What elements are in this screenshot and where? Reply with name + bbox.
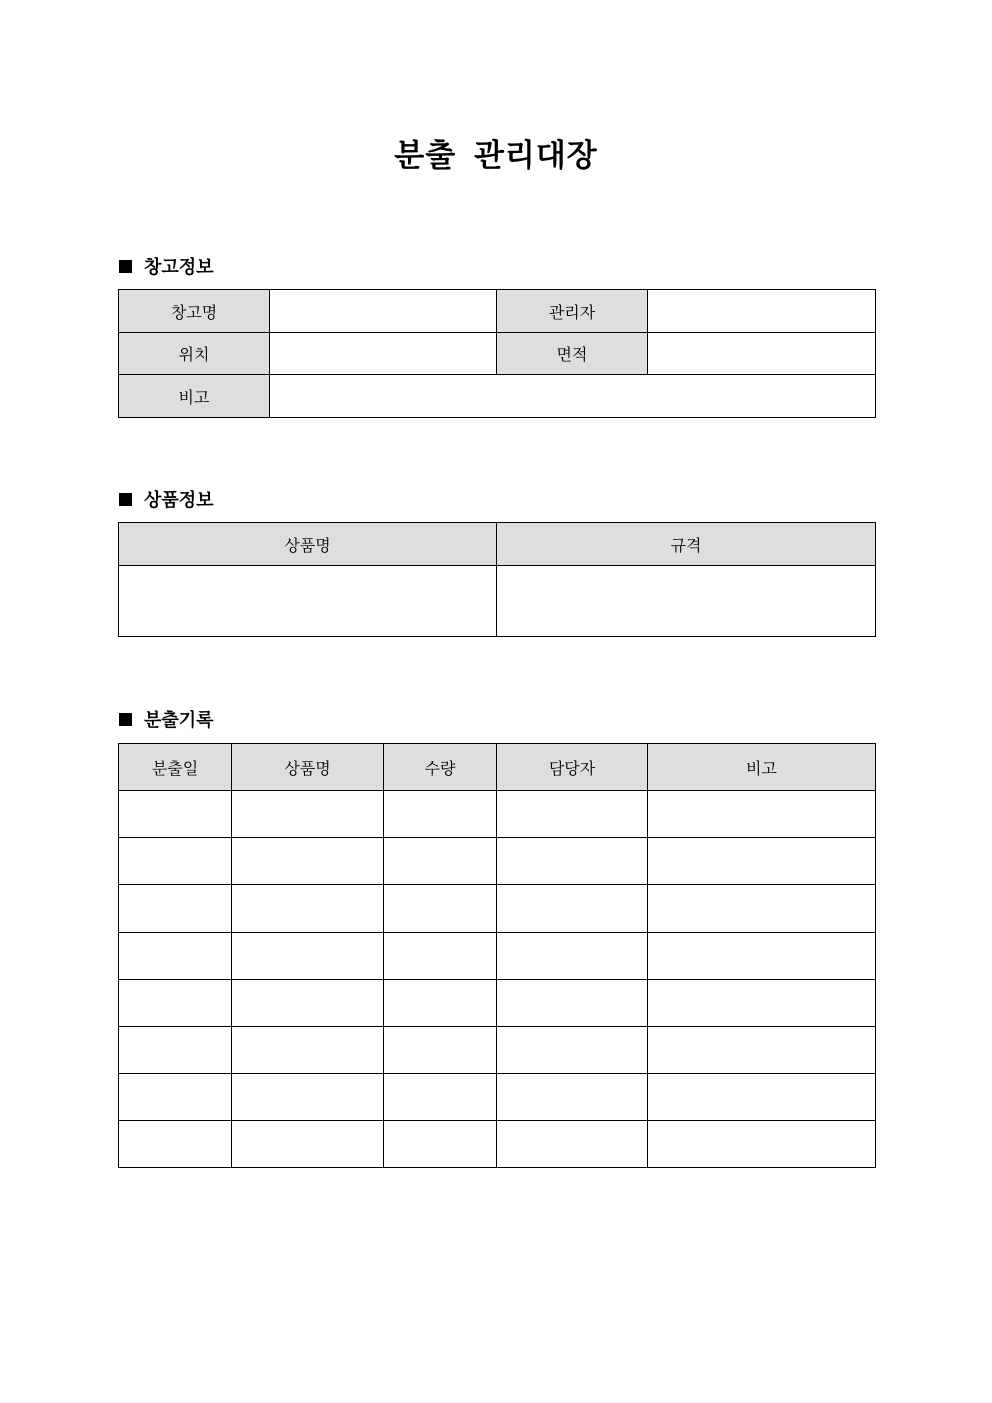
- table-row: [119, 1027, 876, 1074]
- square-bullet-icon: [119, 493, 132, 506]
- cell-quantity[interactable]: [384, 791, 497, 838]
- warehouse-note-label: 비고: [119, 375, 270, 418]
- cell-quantity[interactable]: [384, 885, 497, 933]
- cell-note[interactable]: [648, 885, 876, 933]
- section-heading-label: 분출기록: [144, 710, 214, 731]
- cell-date[interactable]: [119, 1074, 232, 1121]
- cell-product[interactable]: [232, 1121, 384, 1168]
- cell-date[interactable]: [119, 980, 232, 1027]
- cell-date[interactable]: [119, 791, 232, 838]
- cell-note[interactable]: [648, 1074, 876, 1121]
- cell-handler[interactable]: [497, 885, 648, 933]
- spec-header: 규격: [497, 523, 876, 566]
- cell-note[interactable]: [648, 1121, 876, 1168]
- warehouse-info-table: [118, 289, 876, 418]
- cell-note[interactable]: [648, 1027, 876, 1074]
- table-row: [119, 1121, 876, 1168]
- table-row: [119, 1074, 876, 1121]
- cell-date[interactable]: [119, 933, 232, 980]
- cell-handler[interactable]: [497, 791, 648, 838]
- dispatch-records-table: [118, 743, 876, 1168]
- warehouse-note-field[interactable]: [270, 375, 876, 418]
- location-label: 위치: [119, 333, 270, 375]
- cell-note[interactable]: [648, 980, 876, 1027]
- cell-note[interactable]: [648, 838, 876, 885]
- product-name-field[interactable]: [119, 566, 497, 637]
- product-info-table: [118, 522, 876, 637]
- cell-handler[interactable]: [497, 1121, 648, 1168]
- cell-quantity[interactable]: [384, 838, 497, 885]
- cell-date[interactable]: [119, 1027, 232, 1074]
- spec-field[interactable]: [497, 566, 876, 637]
- section-heading-warehouse: [119, 253, 214, 279]
- cell-quantity[interactable]: [384, 1074, 497, 1121]
- cell-product[interactable]: [232, 1027, 384, 1074]
- cell-quantity[interactable]: [384, 980, 497, 1027]
- table-row: [119, 885, 876, 933]
- table-row: [119, 791, 876, 838]
- cell-quantity[interactable]: [384, 933, 497, 980]
- column-header-handler: 담당자: [497, 744, 648, 791]
- column-header-quantity: 수량: [384, 744, 497, 791]
- square-bullet-icon: [119, 713, 132, 726]
- cell-quantity[interactable]: [384, 1027, 497, 1074]
- square-bullet-icon: [119, 260, 132, 273]
- cell-handler[interactable]: [497, 933, 648, 980]
- cell-handler[interactable]: [497, 980, 648, 1027]
- cell-date[interactable]: [119, 1121, 232, 1168]
- section-heading-label: 상품정보: [144, 490, 214, 511]
- section-heading-label: 창고정보: [144, 257, 214, 278]
- cell-quantity[interactable]: [384, 1121, 497, 1168]
- manager-field[interactable]: [648, 290, 876, 333]
- page-title: 분출 관리대장: [394, 138, 598, 174]
- cell-product[interactable]: [232, 1074, 384, 1121]
- cell-note[interactable]: [648, 791, 876, 838]
- cell-handler[interactable]: [497, 1074, 648, 1121]
- area-field[interactable]: [648, 333, 876, 375]
- product-name-header: 상품명: [119, 523, 497, 566]
- cell-date[interactable]: [119, 885, 232, 933]
- cell-handler[interactable]: [497, 838, 648, 885]
- column-header-date: 분출일: [119, 744, 232, 791]
- warehouse-name-field[interactable]: [270, 290, 497, 333]
- table-row: [119, 838, 876, 885]
- section-heading-records: [119, 706, 214, 732]
- cell-product[interactable]: [232, 838, 384, 885]
- manager-label: 관리자: [497, 290, 648, 333]
- table-row: [119, 933, 876, 980]
- cell-product[interactable]: [232, 791, 384, 838]
- column-header-product: 상품명: [232, 744, 384, 791]
- cell-product[interactable]: [232, 980, 384, 1027]
- cell-handler[interactable]: [497, 1027, 648, 1074]
- cell-product[interactable]: [232, 885, 384, 933]
- cell-date[interactable]: [119, 838, 232, 885]
- table-row: [119, 980, 876, 1027]
- cell-note[interactable]: [648, 933, 876, 980]
- location-field[interactable]: [270, 333, 497, 375]
- section-heading-product: [119, 486, 214, 512]
- area-label: 면적: [497, 333, 648, 375]
- cell-product[interactable]: [232, 933, 384, 980]
- column-header-note: 비고: [648, 744, 876, 791]
- warehouse-name-label: 창고명: [119, 290, 270, 333]
